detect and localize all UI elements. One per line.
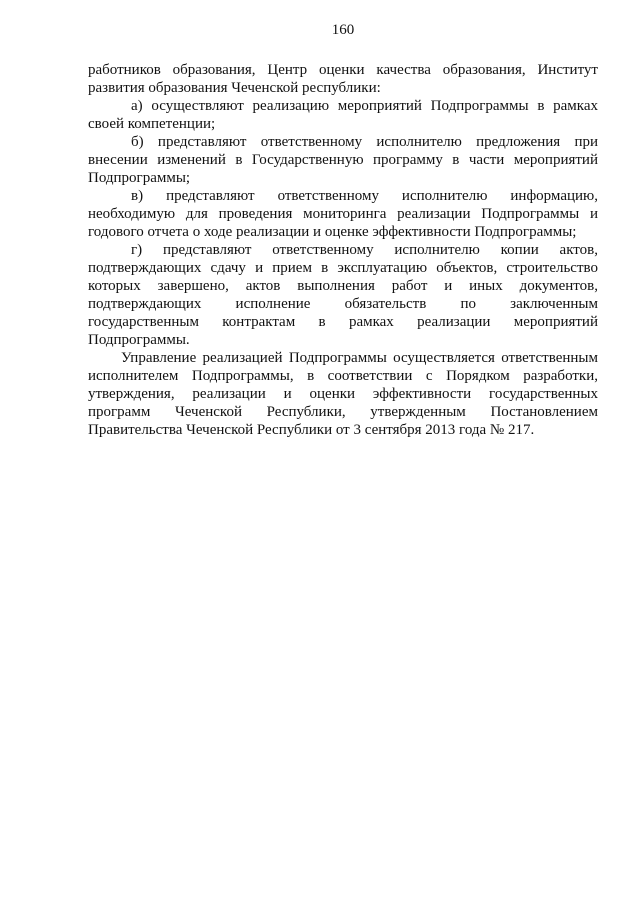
text-line: Управление реализацией Подпрограммы осуществляется ответственным [121, 350, 598, 366]
text-line: в) представляют ответственному исполнителю информацию, [131, 188, 598, 204]
text-line: Правительства Чеченской Республики от 3 сентября 2013 года № 217. [88, 422, 535, 438]
text-line: необходимую для проведения мониторинга реализации Подпрограммы и [88, 206, 598, 222]
text-line: исполнителем Подпрограммы, в соответствии с Порядком разработки, [88, 368, 598, 384]
text-line: внесении изменений в Государственную программу в части мероприятий [88, 152, 598, 168]
text-line: Подпрограммы; [88, 170, 191, 186]
text-line: утверждения, реализации и оценки эффективности государственных [88, 386, 598, 402]
paragraph-institutions [88, 61, 598, 97]
text-line: программ Чеченской Республики, утвержденным Постановлением [88, 404, 598, 420]
text-line: Подпрограммы. [88, 332, 190, 348]
text-line: работников образования, Центр оценки качества образования, Институт [88, 62, 598, 78]
text-line: подтверждающих исполнение обязательств по заключенным [88, 296, 598, 312]
text-line: подтверждающих сдачу и прием в эксплуатацию объектов, строительство [88, 260, 598, 276]
text-line: годового отчета о ходе реализации и оценке эффективности Подпрограммы; [88, 224, 577, 240]
text-line: развития образования Чеченской республики: [88, 80, 381, 96]
text-line: своей компетенции; [88, 116, 216, 132]
paragraph-item-b [88, 133, 598, 187]
text-line: которых завершено, актов выполнения работ и иных документов, [88, 278, 598, 294]
text-line: г) представляют ответственному исполнителю копии актов, [131, 242, 598, 258]
paragraph-item-a [88, 97, 598, 133]
text-line: а) осуществляют реализацию мероприятий Подпрограммы в рамках [131, 98, 598, 114]
text-line: б) представляют ответственному исполнителю предложения при [131, 134, 598, 150]
paragraph-item-c [88, 187, 598, 241]
paragraph-management [88, 349, 598, 439]
text-line: государственным контрактам в рамках реализации мероприятий [88, 314, 598, 330]
page-number: 160 [331, 22, 355, 38]
document-body [88, 61, 598, 439]
paragraph-item-d [88, 241, 598, 349]
